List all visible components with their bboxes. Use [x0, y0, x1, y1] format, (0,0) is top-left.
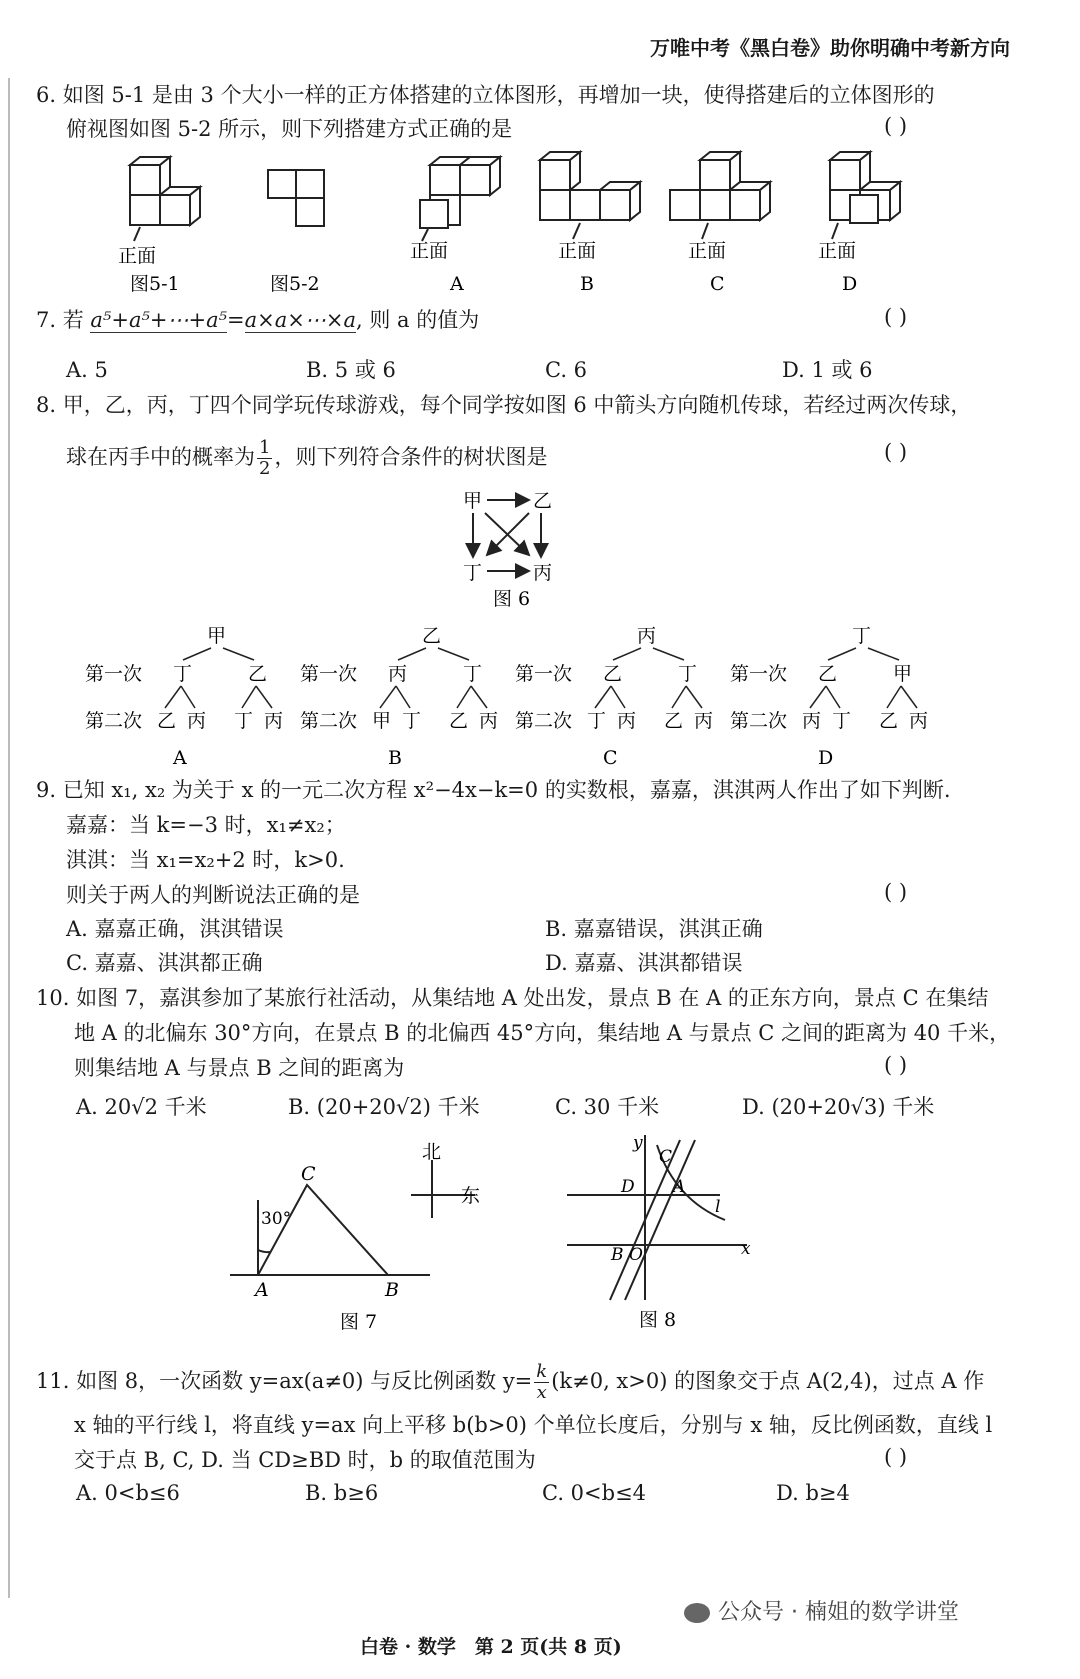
tree-A-l2-node: 丙	[264, 710, 284, 732]
q11-line3: 交于点 B, C, D. 当 CD≥BD 时，b 的取值范围为	[74, 1448, 536, 1472]
option-d-cubes	[830, 152, 900, 223]
tree-A-l1-node: 乙	[248, 663, 268, 685]
tree-A-l2-node: 乙	[157, 710, 177, 732]
fig8-diagram	[565, 1130, 765, 1340]
fig8-origin: O	[629, 1245, 643, 1265]
option-a-front-label: 正面	[410, 240, 449, 262]
tree-A-option-label: A	[173, 747, 187, 769]
option-a-label: A	[450, 273, 464, 295]
q11-line1b: (k≠0, x>0) 的图象交于点 A(2,4)，过点 A 作	[551, 1369, 985, 1393]
tree-D-edge	[887, 686, 901, 708]
q7-suffix: , 则 a 的值为	[355, 308, 480, 332]
q10-option-b[interactable]: B. (20+20√2) 千米	[288, 1095, 480, 1119]
q10-answer-paren: ( )	[884, 1053, 908, 1077]
q9-line4: 则关于两人的判断说法正确的是	[66, 883, 360, 907]
tree-A-l2-node: 丁	[234, 710, 254, 732]
tree-B-first-label: 第一次	[300, 663, 358, 685]
tree-C-edge	[653, 648, 684, 660]
fig8-point-b: B	[611, 1245, 624, 1265]
tree-C-edge	[611, 686, 625, 708]
watermark-text: 公众号 · 楠姐的数学讲堂	[718, 1600, 959, 1625]
q11-frac-den: x	[536, 1382, 547, 1403]
q6-line2: 俯视图如图 5-2 所示，则下列搭建方式正确的是	[66, 117, 513, 141]
tree-D-edge	[810, 686, 826, 708]
q11-line1a: 11. 如图 8，一次函数 y=ax(a≠0) 与反比例函数 y=	[36, 1369, 533, 1393]
fig7-point-c: C	[301, 1163, 316, 1185]
tree-D-l1-node: 乙	[818, 663, 838, 685]
tree-B-edge	[396, 686, 410, 708]
fig7-east: 东	[461, 1185, 481, 1207]
q9-line2: 嘉嘉：当 k=−3 时，x₁≠x₂；	[66, 813, 346, 837]
fig5-2-caption: 图5-2	[270, 273, 320, 295]
q8-line2b: ，则下列符合条件的树状图是	[274, 445, 548, 469]
option-c-cubes	[670, 152, 770, 220]
tree-A-edge	[256, 686, 272, 708]
tree-B-l2-node: 丙	[479, 710, 499, 732]
fig6-tr: 乙	[533, 490, 553, 512]
q9-line3: 淇淇：当 x₁=x₂+2 时，k>0.	[66, 848, 345, 872]
tree-B-edge	[471, 686, 487, 708]
option-b-cubes	[540, 152, 640, 220]
wechat-icon	[684, 1603, 710, 1623]
fig8-line-l: l	[715, 1197, 721, 1217]
tree-C-l2-node: 丁	[587, 710, 607, 732]
tree-A-edge	[181, 686, 195, 708]
tree-C-edge	[686, 686, 702, 708]
q8-line2a: 球在丙手中的概率为	[66, 445, 255, 469]
tree-D-root: 丁	[852, 625, 872, 647]
tree-D-edge	[826, 686, 840, 708]
tree-B-root: 乙	[422, 625, 442, 647]
tree-A-edge	[242, 686, 256, 708]
tree-A-edge	[183, 648, 211, 660]
tree-D-edge	[868, 648, 899, 660]
fig6-caption: 图 6	[493, 588, 531, 610]
tree-D-edge	[901, 686, 917, 708]
page-footer: 白卷 · 数学 第 2 页(共 8 页)	[360, 1636, 622, 1658]
q9-option-a[interactable]: A. 嘉嘉正确，淇淇错误	[66, 917, 284, 941]
q10-option-d[interactable]: D. (20+20√3) 千米	[742, 1095, 935, 1119]
q7-option-a[interactable]: A. 5	[66, 358, 108, 382]
q10-line2: 地 A 的北偏东 30°方向，在景点 B 的北偏西 45°方向，集结地 A 与景点 C 之间的距离为 40 千米，	[74, 1021, 1011, 1045]
option-a-cubes	[420, 157, 500, 228]
q11-frac-num: k	[536, 1361, 548, 1382]
q6-figures	[110, 145, 950, 305]
tree-C-l2-node: 丙	[617, 710, 637, 732]
q7-answer-paren: ( )	[884, 305, 908, 329]
q8-frac-den: 2	[259, 458, 271, 479]
q8-line2	[66, 438, 547, 479]
tree-D-first-label: 第一次	[730, 663, 788, 685]
fig6-tl: 甲	[463, 490, 483, 512]
tree-D-l2-node: 丙	[909, 710, 929, 732]
q11-fraction	[534, 1362, 549, 1403]
tree-B-l1-node: 丁	[463, 663, 483, 685]
fig8-caption: 图 8	[639, 1309, 677, 1331]
tree-D-second-label: 第二次	[730, 710, 788, 732]
fig5-1-cubes	[130, 157, 200, 225]
fig8-x-label: x	[741, 1239, 751, 1259]
tree-C-option-label: C	[603, 747, 618, 769]
fig8-y-label: y	[633, 1133, 643, 1153]
tree-A-root: 甲	[207, 625, 227, 647]
fig8-point-c: C	[659, 1147, 673, 1167]
tree-A-l1-node: 丁	[173, 663, 193, 685]
q11-line2: x 轴的平行线 l，将直线 y=ax 向上平移 b(b>0) 个单位长度后，分别与 x 轴，反比例函数，直线 l	[74, 1413, 993, 1437]
tree-C-edge	[613, 648, 641, 660]
tree-C-first-label: 第一次	[515, 663, 573, 685]
q11-option-b[interactable]: B. b≥6	[305, 1481, 379, 1505]
fig7-caption: 图 7	[340, 1311, 378, 1333]
tree-A-l2-node: 丙	[187, 710, 207, 732]
page-header: 万唯中考《黑白卷》助你明确中考新方向	[650, 36, 1010, 60]
tree-C-edge	[595, 686, 611, 708]
option-b-label: B	[580, 273, 594, 295]
fig6-br: 丙	[533, 562, 553, 584]
tree-B-l2-node: 甲	[372, 710, 392, 732]
fig5-1-caption: 图5-1	[130, 273, 180, 295]
tree-C-l2-node: 乙	[664, 710, 684, 732]
fig5-1-front-label: 正面	[118, 245, 157, 267]
q8-frac-num: 1	[259, 437, 271, 458]
tree-C-l1-node: 丁	[678, 663, 698, 685]
q7-option-c[interactable]: C. 6	[545, 358, 588, 382]
q6-answer-paren: ( )	[884, 114, 908, 138]
tree-D-option-label: D	[818, 747, 834, 769]
fig7-north: 北	[422, 1141, 442, 1163]
tree-D-edge	[828, 648, 856, 660]
q8-line1: 8. 甲，乙，丙，丁四个同学玩传球游戏，每个同学按如图 6 中箭头方向随机传球，若经过两次传球，	[36, 393, 972, 417]
fig5-2-topview	[268, 170, 324, 226]
q9-answer-paren: ( )	[884, 880, 908, 904]
tree-D-l1-node: 甲	[893, 663, 913, 685]
option-b-front-label: 正面	[558, 240, 597, 262]
q9-option-b[interactable]: B. 嘉嘉错误，淇淇正确	[545, 917, 763, 941]
tree-B-edge	[380, 686, 396, 708]
watermark	[684, 1595, 959, 1626]
tree-C-edge	[672, 686, 686, 708]
tree-A-first-label: 第一次	[85, 663, 143, 685]
tree-D-l2-node: 丁	[832, 710, 852, 732]
q11-line1	[36, 1362, 984, 1403]
tree-C-l2-node: 丙	[694, 710, 714, 732]
fig6-bl: 丁	[463, 562, 483, 584]
fig8-point-a: A	[673, 1177, 686, 1197]
q11-option-c[interactable]: C. 0<b≤4	[542, 1481, 647, 1505]
tree-D-l2-node: 丙	[802, 710, 822, 732]
fig8-point-d: D	[621, 1177, 635, 1197]
tree-B-option-label: B	[388, 747, 402, 769]
option-c-label: C	[710, 273, 725, 295]
fig7-angle: 30°	[261, 1209, 292, 1229]
tree-B-l2-node: 乙	[449, 710, 469, 732]
tree-B-edge	[438, 648, 469, 660]
q8-tree-diagrams	[85, 622, 965, 772]
q11-option-a[interactable]: A. 0<b≤6	[76, 1481, 180, 1505]
q10-line3: 则集结地 A 与景点 B 之间的距离为	[74, 1056, 405, 1080]
tree-B-edge	[457, 686, 471, 708]
tree-B-l1-node: 丙	[388, 663, 408, 685]
q10-option-a[interactable]: A. 20√2 千米	[76, 1095, 207, 1119]
option-d-label: D	[842, 273, 858, 295]
q11-answer-paren: ( )	[884, 1445, 908, 1469]
fig7-diagram	[225, 1140, 525, 1340]
tree-A-edge	[223, 648, 254, 660]
q7-expr-left: a⁵+a⁵+⋯+a⁵	[90, 308, 228, 332]
tree-C-l1-node: 乙	[603, 663, 623, 685]
option-d-front-label: 正面	[818, 240, 857, 262]
tree-C-root: 丙	[637, 625, 657, 647]
tree-D-l2-node: 乙	[879, 710, 899, 732]
q9-option-c[interactable]: C. 嘉嘉、淇淇都正确	[66, 951, 263, 975]
q11-option-d[interactable]: D. b≥4	[776, 1481, 850, 1505]
q7-prefix: 7. 若	[36, 308, 84, 332]
q6-line1: 6. 如图 5-1 是由 3 个大小一样的正方体搭建的立体图形，再增加一块，使得搭建后的立体图形的	[36, 83, 935, 107]
q10-option-c[interactable]: C. 30 千米	[555, 1095, 660, 1119]
q7-option-b[interactable]: B. 5 或 6	[306, 358, 396, 382]
q8-fraction	[257, 438, 272, 479]
fig7-point-a: A	[255, 1279, 269, 1301]
tree-A-edge	[165, 686, 181, 708]
margin-line	[8, 78, 10, 1598]
tree-B-edge	[398, 648, 426, 660]
q7-eq: =	[227, 308, 245, 332]
q8-answer-paren: ( )	[884, 440, 908, 464]
q7-stem	[36, 305, 479, 335]
q9-line1: 9. 已知 x₁, x₂ 为关于 x 的一元二次方程 x²−4x−k=0 的实数根，嘉嘉，淇淇两人作出了如下判断.	[36, 778, 951, 802]
tree-B-second-label: 第二次	[300, 710, 358, 732]
q7-expr-right: a×a×⋯×a	[244, 308, 356, 332]
tree-A-second-label: 第二次	[85, 710, 143, 732]
q9-option-d[interactable]: D. 嘉嘉、淇淇都错误	[545, 951, 743, 975]
tree-B-l2-node: 丁	[402, 710, 422, 732]
q10-line1: 10. 如图 7，嘉淇参加了某旅行社活动，从集结地 A 处出发，景点 B 在 A 的正东方向，景点 C 在集结	[36, 986, 989, 1010]
q7-option-d[interactable]: D. 1 或 6	[782, 358, 873, 382]
tree-C-second-label: 第二次	[515, 710, 573, 732]
fig7-point-b: B	[385, 1279, 399, 1301]
fig6-diagram	[455, 485, 575, 615]
option-c-front-label: 正面	[688, 240, 727, 262]
